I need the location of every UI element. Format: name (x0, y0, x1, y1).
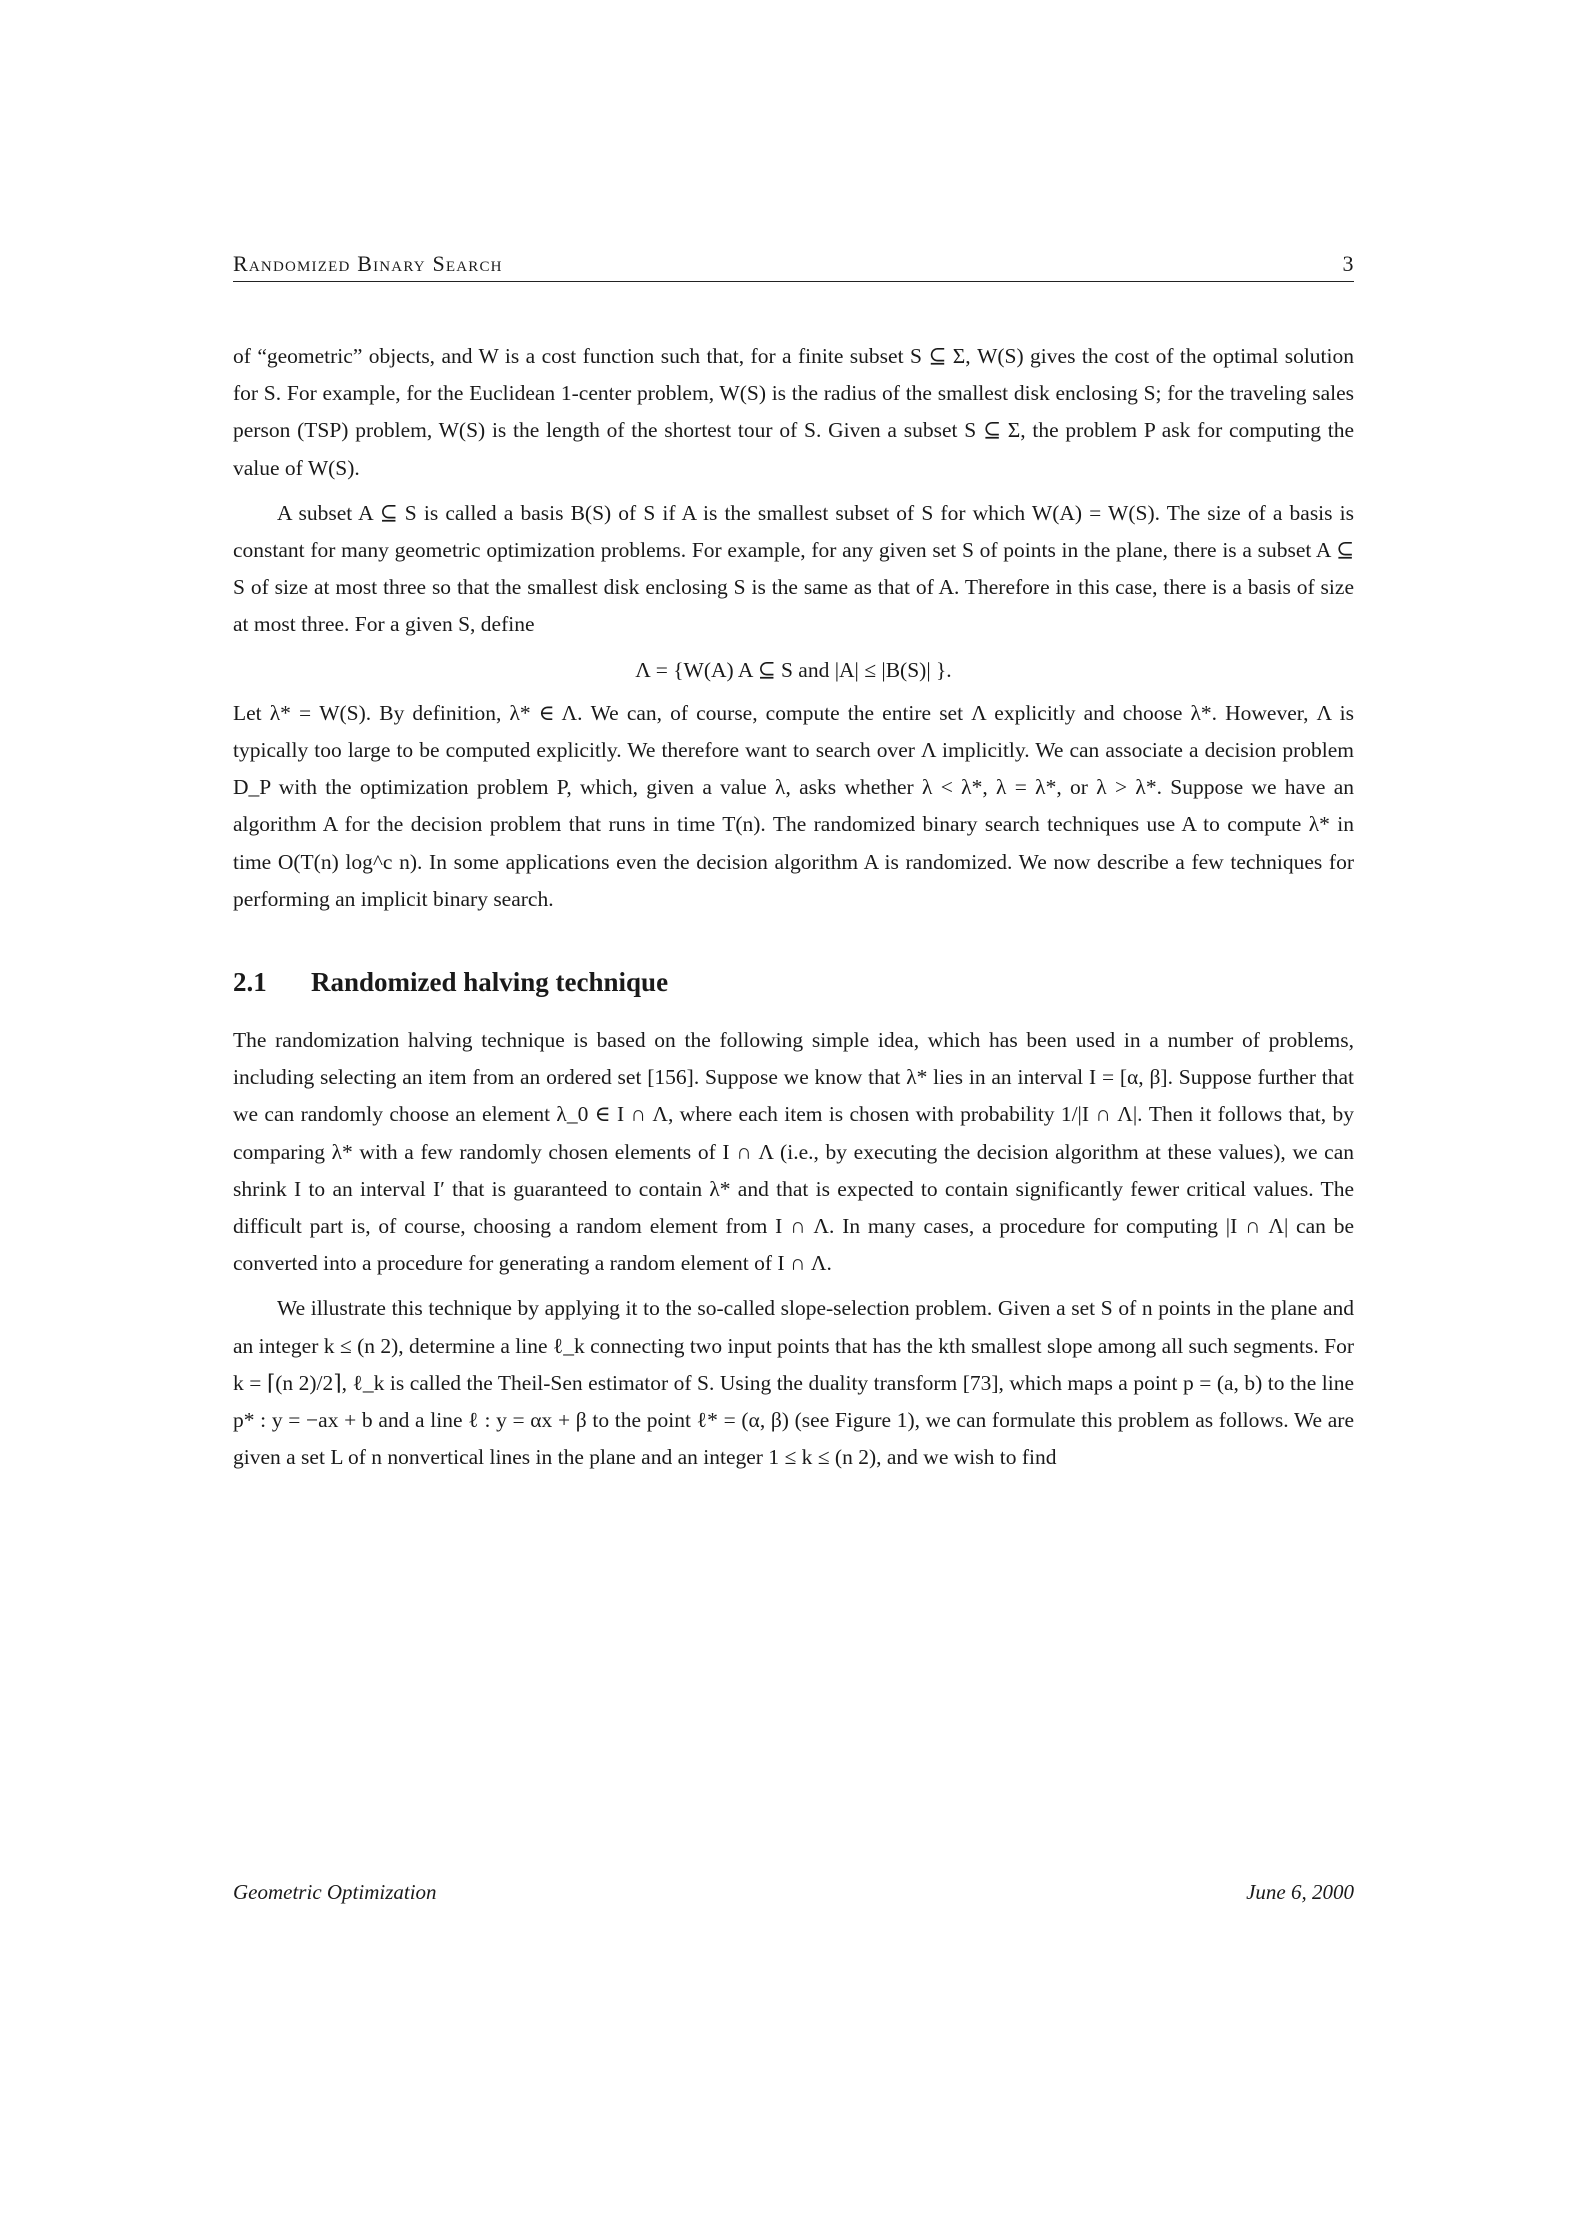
paragraph: The randomization halving technique is based on the following simple idea, which has been used in a number of problems, including selecting an item from an ordered set [156]. Suppose we know that λ* lies in an interval I = [α, β]. Suppose further that we can randomly choose an element λ_0 ∈ I ∩ Λ, where each item is chosen with probability 1/|I ∩ Λ|. Then it follows that, by comparing λ* with a few randomly chosen elements of I ∩ Λ (i.e., by executing the decision algorithm at these values), we can shrink I to an interval I′ that is guaranteed to contain λ* and that is expected to contain significantly fewer critical values. The difficult part is, of course, choosing a random element from I ∩ Λ. In many cases, a procedure for computing |I ∩ Λ| can be converted into a procedure for generating a random element of I ∩ Λ. (233, 1028, 1354, 1276)
body-text (233, 338, 1354, 1484)
paragraph: A subset A ⊆ S is called a basis B(S) of S if A is the smallest subset of S for which W(A) = W(S). The size of a basis is constant for many geometric optimization problems. For example, for any given set S of points in the plane, there is a subset A ⊆ S of size at most three so that the smallest disk enclosing S is the same as that of A. Therefore in this case, there is a basis of size at most three. For a given S, define (233, 500, 1354, 637)
paragraph: of “geometric” objects, and W is a cost function such that, for a finite subset S ⊆ Σ, W(S) gives the cost of the optimal solution for S. For example, for the Euclidean 1-center problem, W(S) is the radius of the smallest disk enclosing S; for the traveling sales person (TSP) problem, W(S) is the length of the shortest tour of S. Given a subset S ⊆ Σ, the problem P ask for computing the value of W(S). (233, 344, 1354, 480)
page-footer (233, 1880, 1354, 1910)
footer-date: June 6, 2000 (1246, 1880, 1354, 1904)
section-title: Randomized halving technique (311, 967, 669, 998)
section-number: 2.1 (233, 967, 267, 998)
running-head (233, 251, 1354, 282)
paper-page (233, 0, 1354, 2240)
paragraph: We illustrate this technique by applying it to the so-called slope-selection problem. Given a set S of n points in the plane and an integer k ≤ (n 2), determine a line ℓ_k connecting two input points that has the kth smallest slope among all such segments. For k = ⌈(n 2)/2⌉, ℓ_k is called the Theil-Sen estimator of S. Using the duality transform [73], which maps a point p = (a, b) to the line p* : y = −ax + b and a line ℓ : y = αx + β to the point ℓ* = (α, β) (see Figure 1), we can formulate this problem as follows. We are given a set L of n nonvertical lines in the plane and an integer 1 ≤ k ≤ (n 2), and we wish to find (233, 1296, 1354, 1470)
page-number: 3 (1342, 251, 1354, 276)
footer-left: Geometric Optimization (233, 1880, 437, 1904)
section-heading (233, 964, 1354, 1000)
display-equation: Λ = {W(A) A ⊆ S and |A| ≤ |B(S)| }. (635, 657, 952, 682)
paragraph: Let λ* = W(S). By definition, λ* ∈ Λ. We can, of course, compute the entire set Λ explicitly and choose λ*. However, Λ is typically too large to be computed explicitly. We therefore want to search over Λ implicitly. We can associate a decision problem D_P with the optimization problem P, which, given a value λ, asks whether λ < λ*, λ = λ*, or λ > λ*. Suppose we have an algorithm A for the decision problem that runs in time T(n). The randomized binary search techniques use A to compute λ* in time O(T(n) log^c n). In some applications even the decision algorithm A is randomized. We now describe a few techniques for performing an implicit binary search. (233, 700, 1354, 911)
running-title: Randomized Binary Search (233, 251, 503, 276)
